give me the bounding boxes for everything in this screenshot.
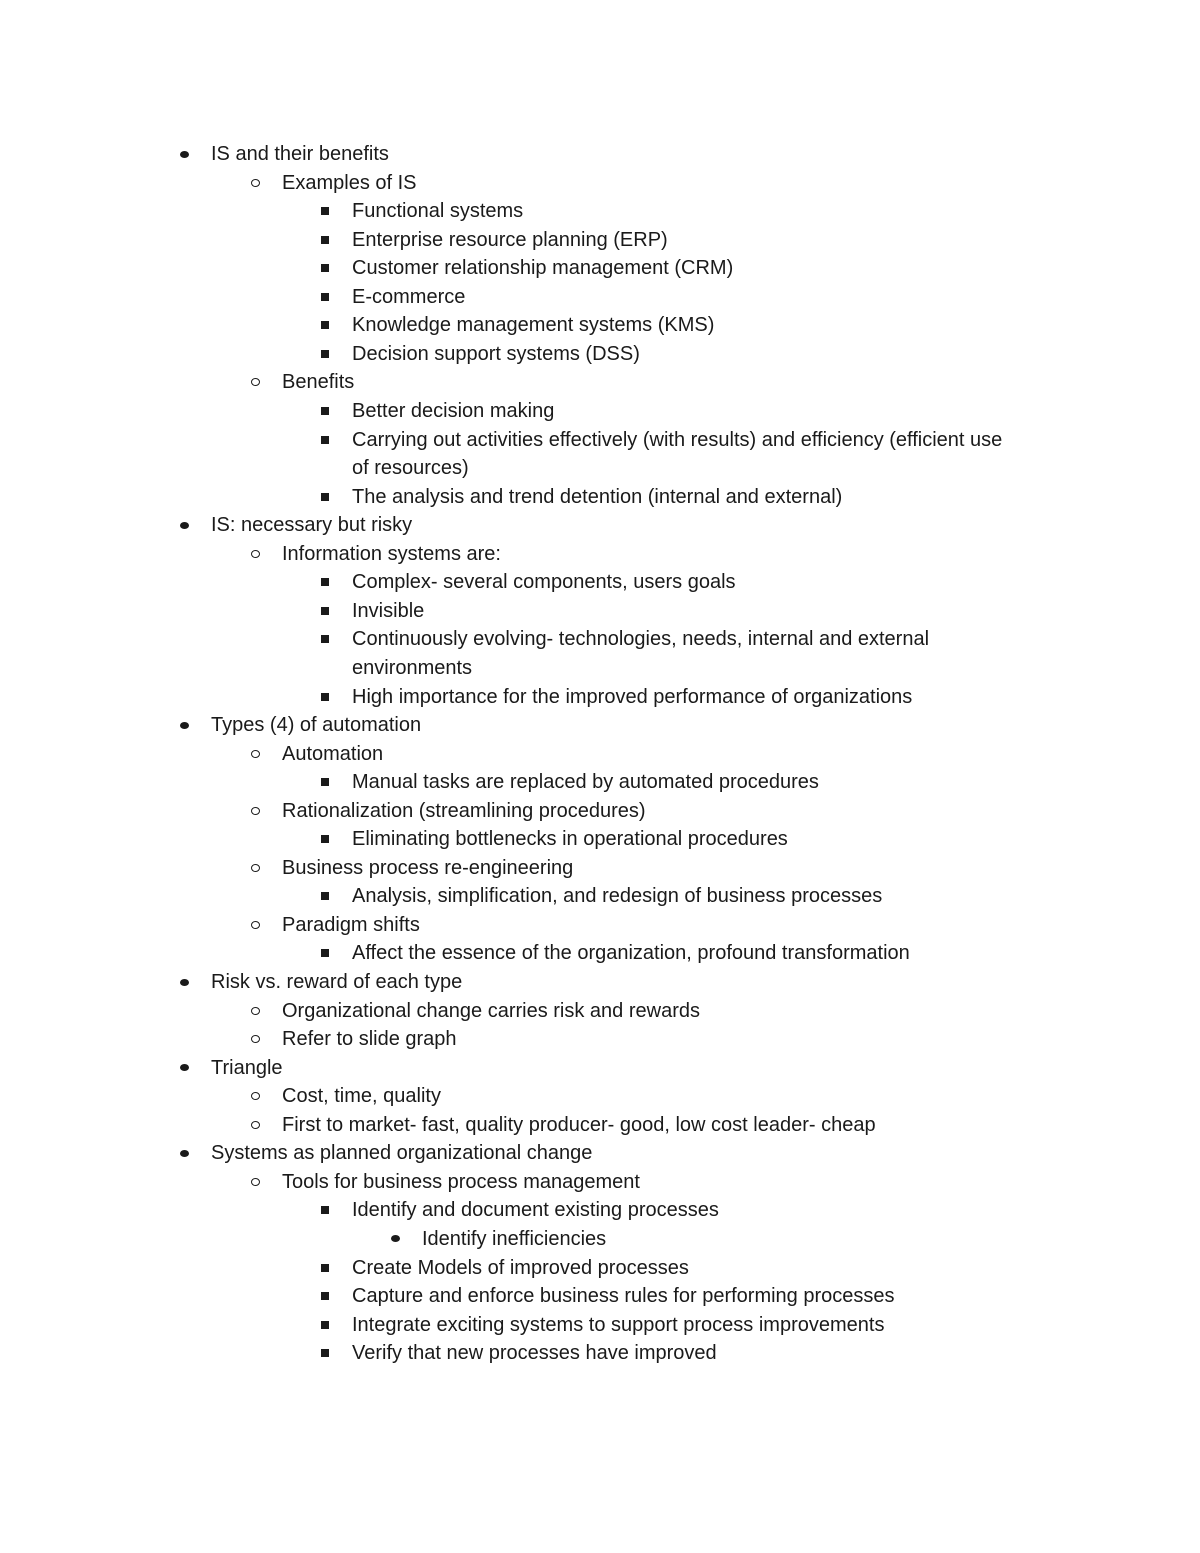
outline-item-text: environments — [352, 656, 473, 679]
outline-item-text: Integrate exciting systems to support process improvements — [352, 1313, 885, 1336]
outline-item-text: Types (4) of automation — [211, 714, 422, 736]
bullet-disc-icon — [174, 1139, 194, 1167]
bullet-square-icon — [315, 254, 335, 282]
outline-item-text: Functional systems — [352, 200, 524, 223]
bullet-circle-icon — [245, 1082, 265, 1110]
outline-item-text: Verify that new processes have improved — [352, 1342, 717, 1365]
outline-item-text: Rationalization (streamlining procedures) — [282, 799, 646, 822]
outline-item-text: Decision support systems (DSS) — [352, 342, 640, 365]
outline-item-text: Analysis, simplification, and redesign of business processes — [352, 885, 883, 908]
outline-item-text: Carrying out activities effectively (with results) and efficiency (efficient use — [352, 428, 1003, 451]
outline-item-text: Eliminating bottlenecks in operational procedures — [352, 828, 788, 851]
bullet-disc-icon — [174, 511, 194, 539]
bullet-square-icon — [315, 568, 335, 596]
outline-item-text: Complex- several components, users goals — [352, 571, 736, 594]
bullet-square-icon — [315, 1339, 335, 1367]
bullet-square-icon — [315, 397, 335, 425]
bullet-square-icon — [315, 340, 335, 368]
outline-item-text: of resources) — [352, 457, 469, 480]
outline-item-text: Business process re-engineering — [282, 856, 574, 879]
outline-item-text: Manual tasks are replaced by automated procedures — [352, 771, 819, 794]
outline-item-text: Identify and document existing processes — [352, 1199, 719, 1222]
outline-item-text: Tools for business process management — [282, 1170, 640, 1193]
bullet-square-icon — [315, 825, 335, 853]
bullet-disc-icon — [174, 1054, 194, 1082]
outline-item-text: Examples of IS — [282, 171, 417, 194]
outline-item-text: IS and their benefits — [211, 143, 389, 165]
outline-item-text: Information systems are: — [282, 542, 501, 565]
bullet-square-icon — [315, 1282, 335, 1310]
outline-item-text: Systems as planned organizational change — [211, 1142, 593, 1165]
bullet-square-icon — [315, 768, 335, 796]
outline-item-text: Organizational change carries risk and rewards — [282, 999, 700, 1022]
bullet-circle-icon — [245, 1111, 265, 1139]
bullet-circle-icon — [245, 540, 265, 568]
bullet-disc-icon — [174, 968, 194, 996]
bullet-square-icon — [315, 226, 335, 254]
outline-item-text: Cost, time, quality — [282, 1085, 441, 1108]
bullet-square-icon — [315, 197, 335, 225]
outline-item-text: Better decision making — [352, 399, 555, 422]
outline-item-text: Paradigm shifts — [282, 913, 420, 936]
outline-item-text: E-commerce — [352, 285, 466, 308]
outline-item-text: Risk vs. reward of each type — [211, 971, 463, 993]
bullet-square-icon — [315, 939, 335, 967]
outline-item-text: High importance for the improved performance of organizations — [352, 685, 913, 708]
bullet-disc-icon — [174, 140, 194, 168]
bullet-square-icon — [315, 1254, 335, 1282]
bullet-disc-icon — [174, 711, 194, 739]
outline-item-text: Customer relationship management (CRM) — [352, 257, 734, 280]
outline-item-text: Identify inefficiencies — [422, 1227, 607, 1250]
bullet-circle-icon — [245, 368, 265, 396]
outline-item-text: Enterprise resource planning (ERP) — [352, 228, 668, 251]
bullet-circle-icon — [245, 854, 265, 882]
bullet-square-icon — [315, 483, 335, 511]
outline-item-text: First to market- fast, quality producer- good, low cost leader- cheap — [282, 1113, 876, 1136]
bullet-square-icon — [315, 1311, 335, 1339]
outline-item-text: Invisible — [352, 599, 425, 622]
bullet-circle-icon — [245, 740, 265, 768]
bullet-circle-icon — [245, 1025, 265, 1053]
outline-item-text: Knowledge management systems (KMS) — [352, 314, 715, 337]
bullet-circle-icon — [245, 169, 265, 197]
bullet-circle-icon — [245, 911, 265, 939]
bullet-square-icon — [315, 283, 335, 311]
bullet-circle-icon — [245, 997, 265, 1025]
outline-item-text: Refer to slide graph — [282, 1028, 457, 1051]
bullet-square-icon — [315, 311, 335, 339]
bullet-square-icon — [315, 882, 335, 910]
bullet-square-icon — [315, 597, 335, 625]
outline-item-text: Create Models of improved processes — [352, 1256, 689, 1279]
outline-item-text: Automation — [282, 742, 384, 765]
outline-item-text: Continuously evolving- technologies, needs, internal and external — [352, 628, 930, 651]
outline-item-text: Affect the essence of the organization, profound transformation — [352, 942, 910, 965]
bullet-square-icon — [315, 683, 335, 711]
outline-item-text: Capture and enforce business rules for performing processes — [352, 1285, 895, 1307]
bullet-disc-icon — [385, 1225, 405, 1253]
bullet-circle-icon — [245, 797, 265, 825]
bullet-square-icon — [315, 625, 335, 653]
bullet-square-icon — [315, 1196, 335, 1224]
outline-item-text: Benefits — [282, 371, 355, 394]
bullet-circle-icon — [245, 1168, 265, 1196]
bullet-square-icon — [315, 426, 335, 454]
outline-item-text: Triangle — [211, 1056, 283, 1079]
outline-item-text: IS: necessary but risky — [211, 514, 413, 537]
outline-item-text: The analysis and trend detention (internal and external) — [352, 485, 843, 508]
